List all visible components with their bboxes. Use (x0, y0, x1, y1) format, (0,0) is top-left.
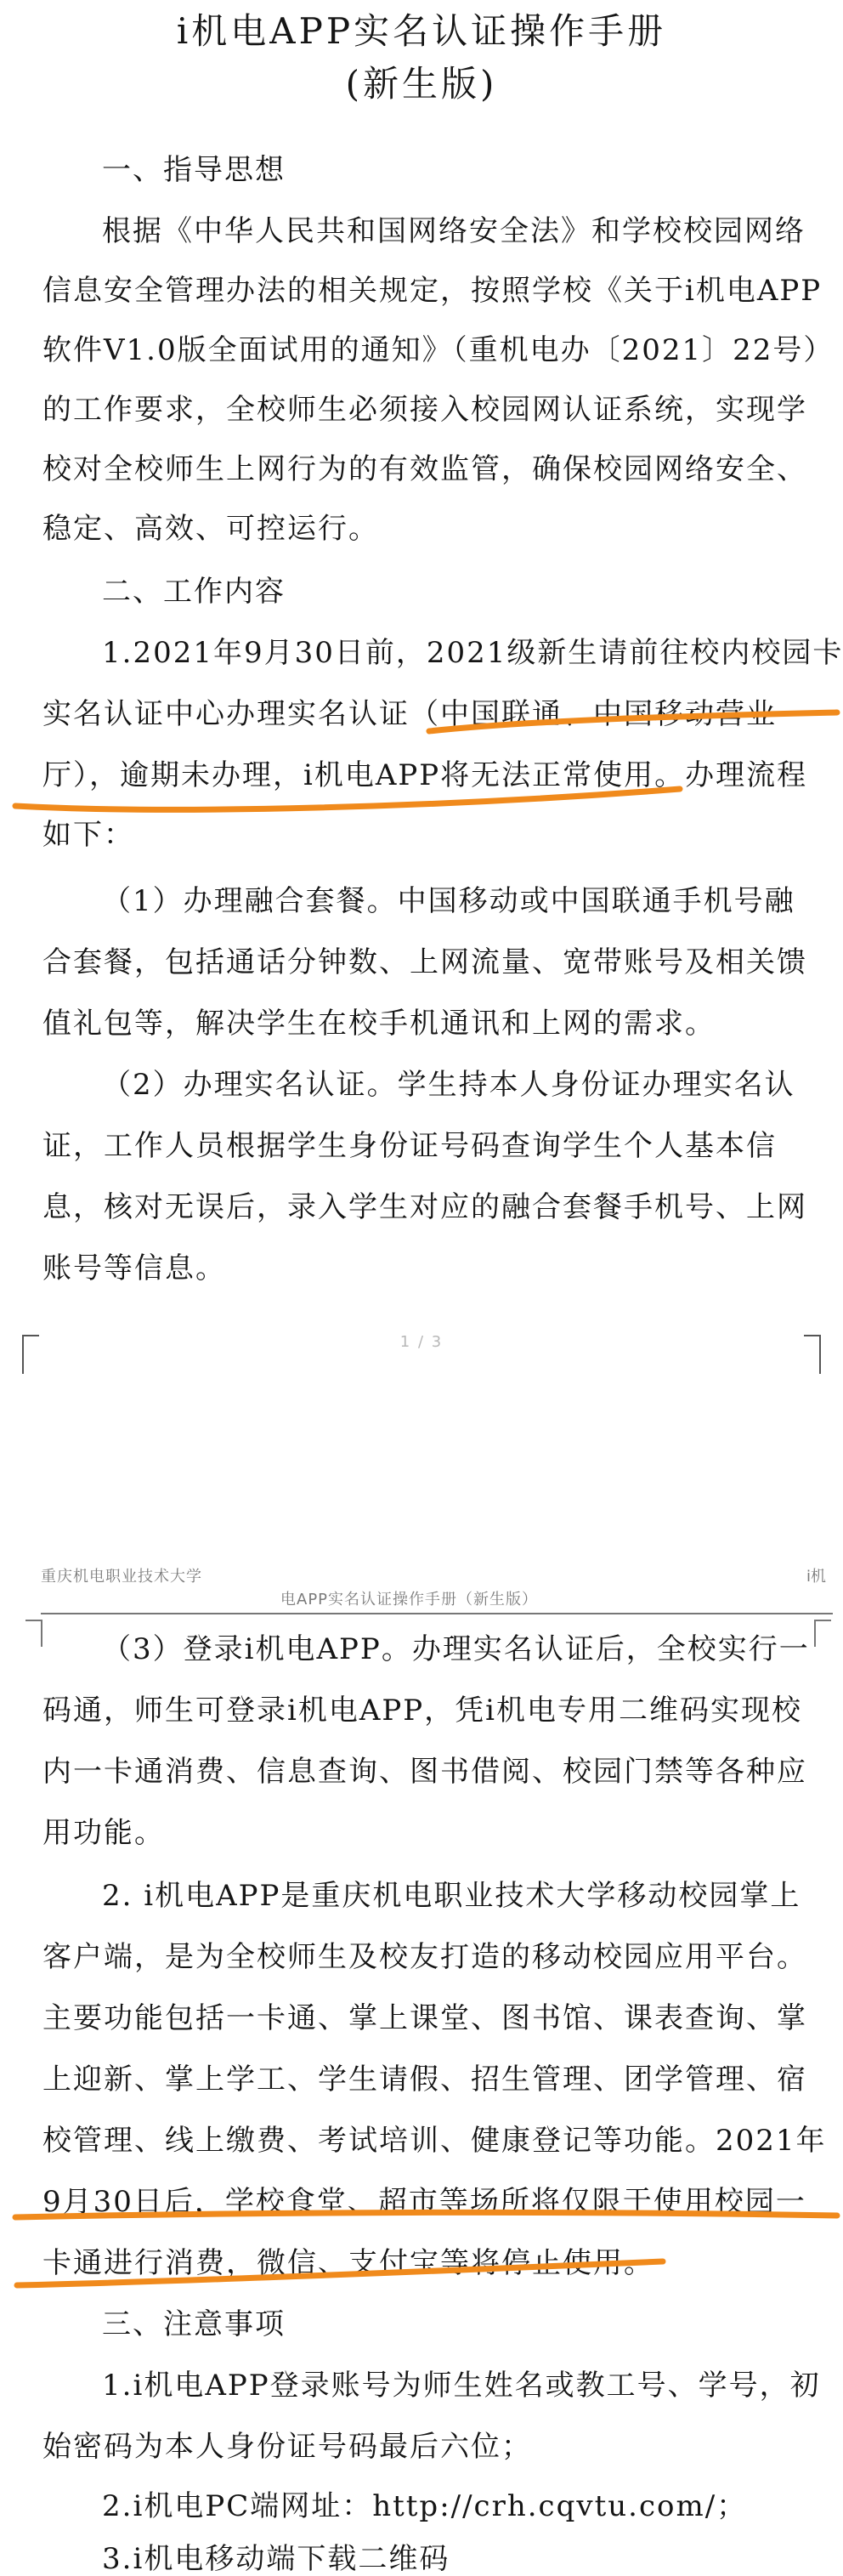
page1-line-16: （2）办理实名认证。学生持本人身份证办理实名认 (102, 1068, 795, 1102)
page1-line-15: 值礼包等，解决学生在校手机通讯和上网的需求。 (42, 1007, 716, 1041)
running-header-title: 电APP实名认证操作手册（新生版） (280, 1591, 539, 1609)
page1-line-5: 的工作要求，全校师生必须接入校园网认证系统，实现学 (42, 393, 807, 427)
page1-line-13: （1）办理融合套餐。中国移动或中国联通手机号融 (102, 884, 795, 918)
page2-line-13: 1.i机电APP登录账号为师生姓名或教工号、学号，初 (102, 2369, 821, 2403)
page2-line-9: 校管理、线上缴费、考试培训、健康登记等功能。2021年 (42, 2124, 827, 2158)
page1-line-12: 如下： (42, 818, 134, 852)
page1-line-8: 二、工作内容 (102, 575, 286, 609)
page1-line-11: 厅），逾期未办理，i机电APP将无法正常使用。办理流程 (42, 758, 808, 792)
page2-line-4: 用功能。 (42, 1816, 165, 1850)
page1-line-3: 信息安全管理办法的相关规定，按照学校《关于i机电APP (42, 274, 823, 308)
running-header-school: 重庆机电职业技术大学 (41, 1568, 202, 1586)
page2-line-12: 三、注意事项 (102, 2307, 286, 2341)
document-subtitle: (新生版) (345, 63, 498, 105)
page1-line-6: 校对全校师生上网行为的有效监管，确保校园网络安全、 (42, 452, 807, 486)
page2-line-5: 2. i机电APP是重庆机电职业技术大学移动校园掌上 (102, 1879, 801, 1913)
page2-line-16: 3.i机电移动端下载二维码 (102, 2542, 450, 2576)
page-number: 1 / 3 (399, 1333, 444, 1351)
page1-line-10: 实名认证中心办理实名认证（中国联通、中国移动营业 (42, 697, 777, 731)
page1-line-19: 账号等信息。 (42, 1251, 226, 1285)
page1-line-17: 证，工作人员根据学生身份证号码查询学生个人基本信 (42, 1129, 777, 1163)
page2-line-1: （3）登录i机电APP。办理实名认证后，全校实行一 (102, 1632, 810, 1666)
page2-line-3: 内一卡通消费、信息查询、图书借阅、校园门禁等各种应 (42, 1755, 807, 1789)
page2-line-15: 2.i机电PC端网址：http://crh.cqvtu.com/； (102, 2489, 748, 2523)
page1-line-9: 1.2021年9月30日前，2021级新生请前往校内校园卡 (102, 636, 843, 670)
page1-line-18: 息，核对无误后，录入学生对应的融合套餐手机号、上网 (42, 1190, 807, 1224)
page1-line-7: 稳定、高效、可控运行。 (42, 512, 379, 546)
page1-line-14: 合套餐，包括通话分钟数、上网流量、宽带账号及相关馈 (42, 945, 807, 979)
page-corner-mark-right-2 (814, 1620, 831, 1647)
page2-line-6: 客户端，是为全校师生及校友打造的移动校园应用平台。 (42, 1940, 807, 1974)
page-corner-mark-left-2 (25, 1620, 42, 1647)
page1-line-2: 根据《中华人民共和国网络安全法》和学校校园网络 (102, 214, 806, 248)
running-header-right: i机 (806, 1568, 826, 1586)
header-rule (41, 1613, 833, 1614)
document-title: i机电APP实名认证操作手册 (176, 10, 667, 52)
page1-line-4: 软件V1.0版全面试用的通知》（重机电办〔2021〕22号） (42, 333, 835, 367)
page2-line-14: 始密码为本人身份证号码最后六位； (42, 2430, 532, 2464)
page2-line-8: 上迎新、掌上学工、学生请假、招生管理、团学管理、宿 (42, 2063, 807, 2097)
page2-line-2: 码通，师生可登录i机电APP，凭i机电专用二维码实现校 (42, 1694, 803, 1728)
page1-line-1: 一、指导思想 (102, 153, 286, 187)
page2-line-10: 9月30日后，学校食堂、超市等场所将仅限于使用校园一 (42, 2185, 806, 2219)
page2-line-7: 主要功能包括一卡通、掌上课堂、图书馆、课表查询、掌 (42, 2001, 807, 2035)
page2-line-11: 卡通进行消费，微信、支付宝等将停止使用。 (42, 2246, 654, 2280)
